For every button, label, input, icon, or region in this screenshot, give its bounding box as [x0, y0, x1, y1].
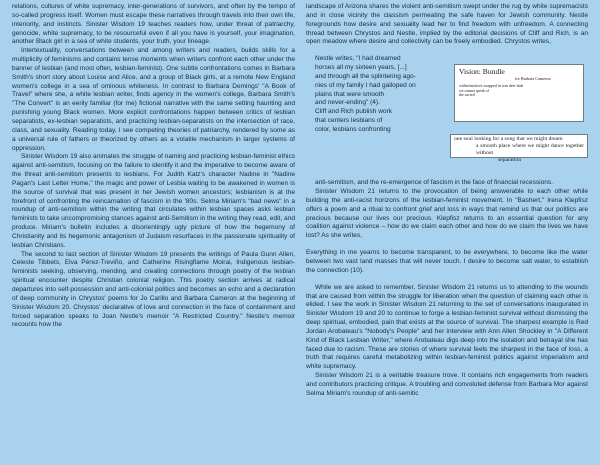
nestle-line: Nestle writes, "I had dreamed [315, 55, 401, 63]
right-intro-paragraph: landscape of Arizona shares the violent anti-semitism swept under the rug by white supremacists and in close vicinity the classism permeating the safe haven for Jewish community. Nestle foregrounds how desire and sexuality lead her to find freedom with unfreedom. A connecting thread between Chrystos and Nestle, implied by the editorial decisions of Cliff and Rich, is an open meadow where desire and collectivity can be freely embodied. Chrystos writes, [306, 3, 588, 46]
vision-bundle-title: Vision: Bundle [459, 67, 505, 77]
vision-bundle-line: within/motives wrapped in torn deer hide [459, 84, 524, 89]
vision-bundle-line: we cannot speak of [459, 88, 489, 93]
right-paragraph: Sinister Wisdom 21 returns to the provocation of being answerable to each other while building the anti-racist horizons of the lesbian-feminist movement. In "Bashert," Irena Klepfisz offers a poem and a ritual to confront grief and loss in ways that remind us that our politics are precious because our lives our precious. Klepfisz returns to an essential question for any coalition against violence – how do we claim each other and how do we claim the lives we have lost? As she writes, [306, 188, 588, 240]
nestle-quote-text [306, 55, 448, 135]
nestle-line: plains that were smooth [315, 90, 385, 98]
right-paragraph: Everything in me yearns to become transparent, to be everywhere, to become like the water between two vast land masses that will never touch. I desire to become salt water, to establish the connection (10). [306, 249, 588, 274]
left-column [12, 3, 295, 330]
nestle-line: horses all my sixteen years, [...] [315, 64, 407, 72]
left-paragraph: Sinister Wisdom 19 also animates the struggle of naming and practicing lesbian-feminist ethics against anti-semitism, focusing on the failure to identify it and the imperative to become aware of the threat anti-semitism presents to lesbians. For Judith Katz's character Nadine in "Nadine Pagan's Last Letter Home," the magic and power of Lesbia waiting to be awakened in women is the source of survival that was present in her Jewish women ancestors; lesbianism is at the forefront of confronting the reincarnation of fascism in the '80s. Selma Miriam's "bad news" in a roundup of anti-semitism within the writing that circulates within lesbian spaces asks lesbian feminists to take uncompromising stances against anti-Semitism in the writing they read, edit, and produce. Miriam's bulletin includes a disorientingly ugly picture of how the hegemony of Christianity and its hegemonic antagonism of Judaism resurfaces in the passionate spirituality of lesbian Christians. [12, 153, 296, 249]
vision-bundle-poem-excerpt [454, 64, 584, 122]
nestle-quote-block [306, 55, 588, 179]
nestle-line: Cliff and Rich publish work [315, 108, 393, 116]
song-poem-excerpt [450, 134, 588, 163]
nestle-line: and never-ending" (4). [315, 99, 380, 107]
nestle-line: that centers lesbians of [315, 117, 383, 125]
song-line: a smooth place where we might dance together without [476, 143, 584, 156]
left-paragraph: Intertextuality, conversations between and among writers and readers, builds skills for a multiplicity of feminisms and contains tense moments when writers confront each other under the banner of lesbian (and most often, lesbian-feminist). One subtle confrontations comes in Barbara Smith's short story about Louise and Alice, and a group of Black girls, at a remote New England women's college in a sea of ominous whiteness. In contrast to Barbara Demings' "A Book of Travel" where she, a white lesbian writer, finds agency in the women's college, Barbara Smith's "The Convert" is an eerily familiar (for me) fictional narrative with the same setting haunting and punishing young Black women. More explicit confrontations happen between critics of lesbian separatists, ex-lesbian separatists, and practicing lesbian-separatists on the intersection of race, class, and sexuality. Reading today, I see competing theories of patriarchy, rendered by some as a universal rule of fathers or theorized by others as a volatile mechanism in larger systems of oppression. [12, 47, 295, 152]
right-column [306, 3, 588, 399]
song-line: separation [498, 156, 521, 163]
vision-bundle-lines [459, 84, 523, 97]
right-paragraph: Sinister Wisdom 21 is a veritable treasure trove. It contains rich engagements from readers and contributors practicing critique. A troubling and convoluted defense from Barbara Mor against Selma Miriam's roundup of anti-semitic [306, 372, 588, 397]
vision-bundle-dedication: for Barbara Cameron [515, 76, 551, 82]
vision-bundle-line: the sacred [459, 93, 475, 98]
song-line: one soul looking for a song that we might dream [454, 136, 563, 143]
nestle-line: nies of my family I had galloped on [315, 81, 416, 89]
nestle-line: color, lesbians confronting [315, 125, 391, 133]
right-paragraphs [306, 188, 588, 399]
left-paragraph: relations, cultures of white supremacy, inter-generations of survivors, and often by the tempo of so-called progress itself. Women must escape these narratives through travels into their own life, interiority, and instincts. Sinister Wisdom 19 teaches readers how, under threat of patriarchy, genocide, white supremacy, to be resourceful even if all you have is yourself, your imagination, another Black girl in a sea of white students, your truth, your lineage. [12, 3, 295, 46]
nestle-continuation: anti-semitism, and the re-emergence of fascism in the face of financial recessions. [315, 179, 553, 187]
left-paragraph: The second to last section of Sinister Wisdom 19 presents the writings of Paula Gunn Allen, Celeste Tibbets, Elva Pérez-Treviño, and Catherine Risingflame Moirai, Indigenous lesbian-feminists seeking, observing, mending, and creating connections through poetry of the lesbian spiritual encounter despite Christian colonial religion. This poetry section arrives at radical departures into self-possession and anti-colonial politics and becomes an echo and a declaration of deep community in Chrystos' poems for Jo Carillo and Barbara Cameron at the beginning of Sinister Wisdom 20. Chrystos' declarative of love and connection in the face of containment and forced separation speaks to Joan Nestle's memoir "A Restricted Country." Nestle's memoir recounts how the [12, 250, 295, 329]
right-paragraph: While we are asked to remember, Sinister Wisdom 21 returns us to attending to the wounds that are caused from within the struggle for liberation when the question of claiming each other is elided. I see the work in Sinister Wisdom 21 returning to the set of conversations inaugurated in Sinister Wisdom 19 and 20 to continue to forge a lesbian-feminist survival without dismissing the deep spiritual, embodied, pain that exists at the source of survival. The sharpest example is Red Jordan Arobateau's "Nobody's People" and her interview with Ann Allen Shockley in "A Different Kind of Black Lesbian Writer," where Arobateau digs deep into the isolation and betrayal she has faced due to racism. These are stories of where survival feels the sharpest in the face of loss, a truth that requires careful metabolizing within lesbian-feminist politics against imperialism and white supremacy. [306, 283, 588, 371]
nestle-line: and through all the splintering ago- [315, 72, 416, 80]
